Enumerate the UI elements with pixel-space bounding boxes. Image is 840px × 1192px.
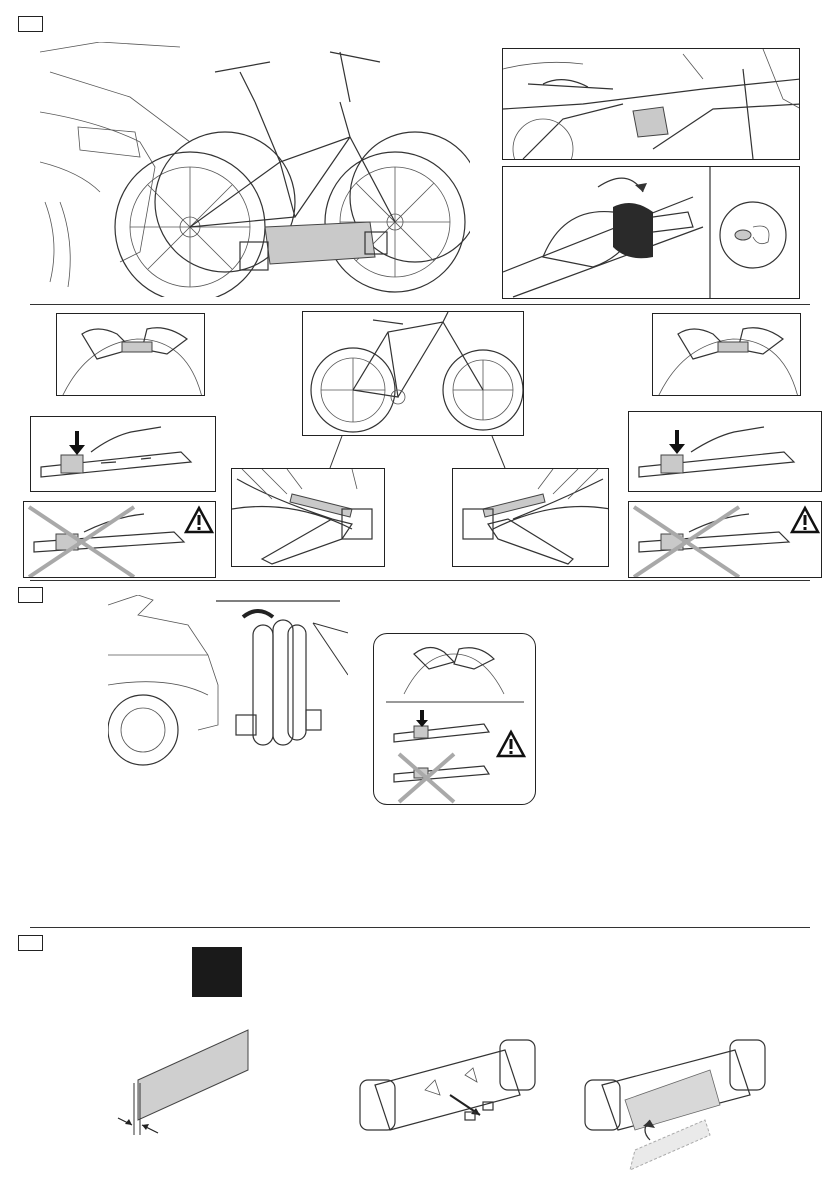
buckle-wrong-left-box — [23, 501, 216, 578]
buckle-wrong-right-box — [628, 501, 822, 578]
buckle-press-right-box — [628, 411, 822, 492]
down-arrow-icon — [69, 431, 85, 455]
bike-side-view-box — [302, 311, 524, 436]
frame-holder-detail-box — [502, 48, 800, 160]
strap-detail-callout — [373, 633, 536, 805]
car-rear-bikes-illustration — [108, 595, 348, 770]
step-2-tag — [18, 587, 43, 603]
strap-tighten-right-box — [652, 313, 801, 396]
wheel-holder-right-box — [452, 468, 609, 567]
section-divider-3 — [30, 927, 810, 928]
dark-square-marker — [192, 947, 242, 997]
buckle-press-left-box — [30, 416, 216, 492]
section-divider-1 — [30, 304, 810, 305]
section-divider-2 — [30, 580, 810, 581]
down-arrow-icon — [669, 430, 685, 454]
car-with-bikes-illustration — [40, 42, 470, 297]
plate-thickness-illustration — [110, 1025, 260, 1145]
carrier-remove-clips-illustration — [355, 1030, 540, 1142]
wheel-holder-left-box — [231, 468, 385, 567]
carrier-insert-plate-illustration — [580, 1030, 770, 1175]
pointer-lines — [320, 436, 520, 470]
knob-rotation-detail-box — [502, 166, 800, 299]
knob-close-up-icon — [720, 202, 786, 268]
down-arrow-icon — [416, 710, 428, 727]
strap-tighten-left-box — [56, 313, 205, 396]
step-1-tag — [18, 16, 43, 32]
step-3-tag — [18, 935, 43, 951]
